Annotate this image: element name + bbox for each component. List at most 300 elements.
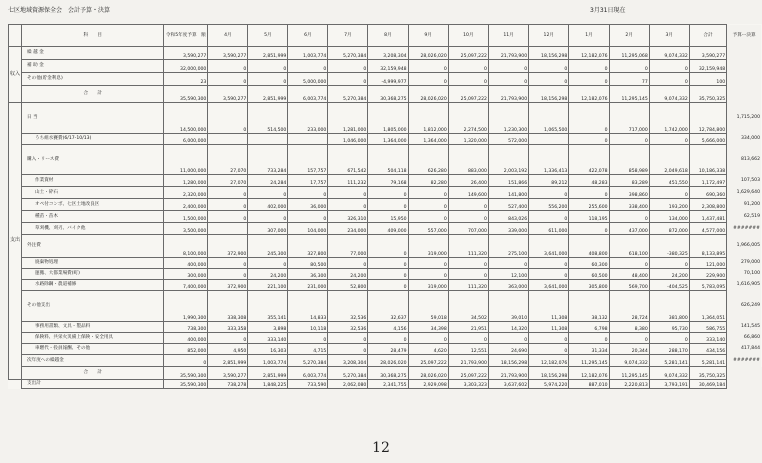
budget-diff-cell: 70,100	[727, 269, 762, 280]
value-cell: 1,320,000	[448, 134, 488, 145]
row-label: 繰 越 金	[22, 47, 164, 60]
value-cell: 0	[288, 187, 328, 199]
value-cell: 717,000	[609, 103, 649, 134]
value-cell: 626,280	[408, 145, 448, 175]
value-cell: 398,860	[609, 187, 649, 199]
value-cell: 77,000	[328, 235, 368, 258]
value-cell: 25,097,222	[448, 367, 488, 380]
value-cell: 26,400	[448, 175, 488, 187]
value-cell: 738,278	[208, 380, 248, 389]
budget-diff-cell: 1,629,640	[727, 187, 762, 199]
value-cell: 2,003,192	[488, 145, 528, 175]
table-row	[9, 134, 762, 145]
row-label: 廃棄物処理	[22, 258, 164, 269]
value-cell: 21,793,900	[488, 86, 528, 103]
value-cell: 0	[569, 134, 609, 145]
value-cell: 32,637	[368, 291, 408, 322]
value-cell: 80,500	[288, 258, 328, 269]
value-cell: 3,590,277	[208, 367, 248, 380]
value-cell: 0	[328, 344, 368, 355]
value-cell: 27,070	[208, 175, 248, 187]
value-cell: 0	[448, 60, 488, 73]
value-cell: 2,851,999	[248, 86, 288, 103]
value-cell: 1,281,000	[328, 103, 368, 134]
value-cell: 60,500	[569, 269, 609, 280]
section-header-cell	[9, 25, 22, 47]
value-cell: 9,074,332	[609, 355, 649, 367]
value-cell: 111,232	[328, 175, 368, 187]
value-cell: 6,003,774	[288, 86, 328, 103]
value-cell: 32,159,948	[368, 60, 408, 73]
value-cell: 30,368,275	[368, 367, 408, 380]
table-row	[9, 60, 762, 73]
value-cell: 339,000	[488, 223, 528, 235]
value-cell: 157,757	[288, 145, 328, 175]
value-cell: 0	[408, 211, 448, 223]
value-cell: 1,742,000	[649, 103, 689, 134]
value-cell: 24,690	[488, 344, 528, 355]
column-header: 1月	[569, 25, 609, 47]
value-cell: 35,590,300	[164, 380, 208, 389]
value-cell: 0	[368, 199, 408, 211]
value-cell: 0	[208, 258, 248, 269]
value-cell: 2,320,000	[164, 187, 208, 199]
value-cell: 0	[569, 333, 609, 344]
row-label: 車燃代・役員報酬、その他	[22, 344, 164, 355]
table-row	[9, 355, 762, 367]
value-cell: 1,812,000	[408, 103, 448, 134]
value-cell: 0	[328, 73, 368, 86]
value-cell: 2,400,000	[164, 199, 208, 211]
value-cell: 9,074,332	[649, 86, 689, 103]
table-row	[9, 86, 762, 103]
value-cell: 0	[448, 199, 488, 211]
table-row	[9, 269, 762, 280]
value-cell: 0	[248, 258, 288, 269]
value-cell: 1,437,481	[689, 211, 726, 223]
value-cell: 3,303,323	[448, 380, 488, 389]
table-row	[9, 322, 762, 333]
value-cell: 872,000	[649, 223, 689, 235]
value-cell: 48,400	[609, 269, 649, 280]
value-cell: 275,100	[488, 235, 528, 258]
value-cell: 6,798	[569, 322, 609, 333]
budget-diff-cell: 1,616,905	[727, 280, 762, 291]
value-cell: 27,070	[208, 145, 248, 175]
table-row	[9, 223, 762, 235]
value-cell: 2,851,999	[248, 367, 288, 380]
value-cell: 733,284	[248, 145, 288, 175]
value-cell: 288,170	[649, 344, 689, 355]
value-cell: 0	[529, 333, 569, 344]
value-cell: 3,208,304	[368, 47, 408, 60]
row-label: 支出計	[22, 380, 164, 389]
value-cell: -4,999,977	[368, 73, 408, 86]
table-row	[9, 280, 762, 291]
value-cell: 858,989	[609, 145, 649, 175]
value-cell: 618,100	[609, 235, 649, 258]
value-cell: 32,536	[328, 322, 368, 333]
value-cell: 104,000	[288, 223, 328, 235]
value-cell: 35,590,300	[164, 86, 208, 103]
value-cell: 14,500,000	[164, 103, 208, 134]
budget-diff-cell: #######	[727, 355, 762, 367]
value-cell: 437,000	[609, 223, 649, 235]
row-label: 種苗・苗木	[22, 211, 164, 223]
value-cell: 193,200	[649, 199, 689, 211]
value-cell: 0	[609, 134, 649, 145]
value-cell: 338,308	[208, 291, 248, 322]
value-cell: 118,195	[569, 211, 609, 223]
value-cell: 121,000	[689, 258, 726, 269]
value-cell: 0	[208, 333, 248, 344]
value-cell: 307,000	[248, 223, 288, 235]
value-cell: 134,000	[649, 211, 689, 223]
value-cell: 9,074,332	[649, 367, 689, 380]
value-cell: 149,600	[448, 187, 488, 199]
row-label: 事務用書類、文具・製品料	[22, 322, 164, 333]
budget-diff-cell: 107,503	[727, 175, 762, 187]
value-cell: 1,364,051	[689, 291, 726, 322]
value-cell	[208, 223, 248, 235]
value-cell: 0	[368, 187, 408, 199]
value-cell: 30,368,275	[368, 86, 408, 103]
value-cell: 7,400,000	[164, 280, 208, 291]
value-cell: 408,800	[569, 235, 609, 258]
value-cell: 707,000	[448, 223, 488, 235]
value-cell: 10,118	[288, 322, 328, 333]
value-cell: 300,000	[164, 269, 208, 280]
column-header: 7月	[328, 25, 368, 47]
value-cell: 5,270,384	[328, 47, 368, 60]
table-row	[9, 73, 762, 86]
value-cell: 0	[408, 187, 448, 199]
value-cell: 12,182,076	[569, 86, 609, 103]
value-cell: 18,156,298	[488, 355, 528, 367]
value-cell: 0	[248, 187, 288, 199]
value-cell: 4,950	[208, 344, 248, 355]
value-cell: 5,281,141	[689, 355, 726, 367]
budget-diff-cell	[727, 86, 762, 103]
value-cell: 32,000,000	[164, 60, 208, 73]
value-cell: 5,270,384	[288, 355, 328, 367]
value-cell: 4,156	[368, 322, 408, 333]
value-cell: 52,800	[328, 280, 368, 291]
value-cell: 0	[368, 235, 408, 258]
value-cell: 18,156,298	[529, 86, 569, 103]
value-cell: 2,062,080	[328, 380, 368, 389]
value-cell: 372,900	[208, 280, 248, 291]
value-cell: 21,793,900	[448, 355, 488, 367]
value-cell: 24,284	[248, 175, 288, 187]
value-cell: 1,280,000	[164, 175, 208, 187]
value-cell: 11,295,145	[609, 367, 649, 380]
value-cell: 20,344	[609, 344, 649, 355]
value-cell: 2,308,800	[689, 199, 726, 211]
value-cell: 0	[529, 187, 569, 199]
value-cell: 28,026,020	[408, 367, 448, 380]
value-cell: 82,280	[408, 175, 448, 187]
value-cell: 6,003,774	[288, 367, 328, 380]
row-label: 運搬、大都業場費(町)	[22, 269, 164, 280]
value-cell: 2,929,098	[408, 380, 448, 389]
value-cell: 333,358	[208, 322, 248, 333]
value-cell: 0	[488, 60, 528, 73]
value-cell: 21,951	[448, 322, 488, 333]
value-cell: 11,308	[529, 291, 569, 322]
column-header: 9月	[408, 25, 448, 47]
value-cell: 3,898	[248, 322, 288, 333]
value-cell: 5,783,095	[689, 280, 726, 291]
value-cell: 402,000	[248, 199, 288, 211]
value-cell: 0	[488, 258, 528, 269]
value-cell: 569,700	[609, 280, 649, 291]
table-row	[9, 145, 762, 175]
value-cell: 0	[208, 199, 248, 211]
value-cell: 25,097,222	[448, 47, 488, 60]
value-cell: 35,590,300	[164, 367, 208, 380]
value-cell: 504,118	[368, 145, 408, 175]
value-cell: -404,525	[649, 280, 689, 291]
value-cell: 36,300	[288, 269, 328, 280]
value-cell: 1,364,000	[408, 134, 448, 145]
table-row	[9, 367, 762, 380]
value-cell: 671,542	[328, 145, 368, 175]
value-cell: 3,500,000	[164, 223, 208, 235]
value-cell: 422,078	[569, 145, 609, 175]
value-cell: 738,300	[164, 322, 208, 333]
value-cell: 0	[288, 211, 328, 223]
value-cell: 5,270,384	[328, 86, 368, 103]
value-cell: 8,133,895	[689, 235, 726, 258]
column-header: 12月	[529, 25, 569, 47]
value-cell: 111,320	[448, 280, 488, 291]
value-cell: 0	[448, 269, 488, 280]
value-cell: 24,200	[248, 269, 288, 280]
column-header: 2月	[609, 25, 649, 47]
value-cell: 0	[649, 134, 689, 145]
value-cell: 24,200	[328, 269, 368, 280]
budget-diff-cell	[727, 73, 762, 86]
page-number: 12	[372, 440, 390, 456]
column-header: 8月	[368, 25, 408, 47]
column-header: 合計	[689, 25, 726, 47]
row-label: 合 計	[22, 367, 164, 380]
value-cell: 0	[529, 258, 569, 269]
budget-diff-cell: 141,545	[727, 322, 762, 333]
value-cell: 11,295,145	[569, 355, 609, 367]
value-cell: 3,641,000	[529, 235, 569, 258]
value-cell: 3,637,602	[488, 380, 528, 389]
value-cell: 2,049,618	[649, 145, 689, 175]
value-cell: 0	[529, 269, 569, 280]
value-cell: 0	[569, 103, 609, 134]
value-cell: 338,400	[609, 199, 649, 211]
value-cell: 24,200	[649, 269, 689, 280]
row-label: その他(貯金利息)	[22, 73, 164, 86]
value-cell: 0	[328, 199, 368, 211]
column-header: 5月	[248, 25, 288, 47]
section-label-income: 収入	[9, 47, 22, 103]
value-cell: 77	[609, 73, 649, 86]
value-cell: 372,900	[208, 235, 248, 258]
value-cell: 572,000	[488, 134, 528, 145]
table-row	[9, 103, 762, 134]
value-cell: 25,097,222	[448, 86, 488, 103]
value-cell: 95,730	[649, 322, 689, 333]
value-cell: 35,750,325	[689, 367, 726, 380]
value-cell: 355,141	[248, 291, 288, 322]
value-cell: 0	[569, 60, 609, 73]
value-cell: 434,156	[689, 344, 726, 355]
value-cell: 333,140	[248, 333, 288, 344]
value-cell: 2,220,813	[609, 380, 649, 389]
table-row	[9, 344, 762, 355]
value-cell: 319,000	[408, 235, 448, 258]
value-cell: 305,800	[569, 280, 609, 291]
value-cell: 0	[164, 355, 208, 367]
value-cell: 0	[368, 258, 408, 269]
row-label: 合 計	[22, 86, 164, 103]
value-cell: 2,341,755	[368, 380, 408, 389]
value-cell: 1,230,300	[488, 103, 528, 134]
value-cell: 60,300	[569, 258, 609, 269]
value-cell: 11,000,000	[164, 145, 208, 175]
value-cell: 12,551	[448, 344, 488, 355]
value-cell: 0	[529, 211, 569, 223]
budget-diff-cell: 417,844	[727, 344, 762, 355]
value-cell: 79,168	[368, 175, 408, 187]
value-cell: 5,270,384	[328, 367, 368, 380]
report-date: 3月31日現在	[590, 7, 626, 14]
budget-diff-cell	[727, 60, 762, 73]
budget-diff-cell: 62,519	[727, 211, 762, 223]
value-cell: 2,851,999	[208, 355, 248, 367]
value-cell: 0	[569, 73, 609, 86]
value-cell: 0	[448, 211, 488, 223]
value-cell: 0	[649, 258, 689, 269]
row-label: 外注費	[22, 235, 164, 258]
value-cell: 0	[448, 258, 488, 269]
value-cell: 0	[248, 60, 288, 73]
value-cell: 38,132	[569, 291, 609, 322]
value-cell: 1,805,000	[368, 103, 408, 134]
value-cell: 15,950	[368, 211, 408, 223]
value-cell: 0	[569, 223, 609, 235]
value-cell: 39,010	[488, 291, 528, 322]
budget-settlement-table	[8, 24, 762, 389]
value-cell: 10,186,338	[689, 145, 726, 175]
value-cell: 0	[248, 211, 288, 223]
value-cell: 231,000	[288, 280, 328, 291]
value-cell: 0	[448, 73, 488, 86]
budget-diff-cell	[727, 367, 762, 380]
value-cell: 3,590,277	[164, 47, 208, 60]
value-cell: 0	[569, 187, 609, 199]
value-cell: 2,274,500	[448, 103, 488, 134]
budget-diff-cell: 626,249	[727, 291, 762, 322]
value-cell: 333,140	[689, 333, 726, 344]
value-cell: 2,851,999	[248, 47, 288, 60]
value-cell: 5,666,000	[689, 134, 726, 145]
column-header: 6月	[288, 25, 328, 47]
value-cell: 12,182,076	[529, 355, 569, 367]
value-cell	[248, 134, 288, 145]
value-cell: 31,334	[569, 344, 609, 355]
value-cell: 381,800	[649, 291, 689, 322]
value-cell: 221,100	[248, 280, 288, 291]
value-cell: 887,010	[569, 380, 609, 389]
value-cell: 111,320	[448, 235, 488, 258]
value-cell: 34,398	[408, 322, 448, 333]
value-cell: 400,000	[164, 258, 208, 269]
value-cell: 25,097,222	[408, 355, 448, 367]
value-cell: 151,866	[488, 175, 528, 187]
table-row	[9, 235, 762, 258]
value-cell: 0	[609, 258, 649, 269]
value-cell: 14,833	[288, 291, 328, 322]
value-cell: 1,003,774	[288, 47, 328, 60]
value-cell: 5,000,000	[288, 73, 328, 86]
table-row	[9, 380, 762, 389]
value-cell: 21,793,900	[488, 47, 528, 60]
budget-diff-cell: 91,200	[727, 199, 762, 211]
value-cell: 18,156,298	[529, 47, 569, 60]
value-cell: 3,641,000	[529, 280, 569, 291]
value-cell: 0	[408, 269, 448, 280]
value-cell: 451,550	[649, 175, 689, 187]
table-row	[9, 175, 762, 187]
value-cell: 233,000	[288, 103, 328, 134]
value-cell: 5,281,141	[649, 355, 689, 367]
value-cell: 1,046,000	[328, 134, 368, 145]
value-cell: 0	[649, 187, 689, 199]
value-cell: 0	[408, 60, 448, 73]
value-cell: 0	[208, 103, 248, 134]
value-cell: 0	[208, 60, 248, 73]
table-row	[9, 187, 762, 199]
value-cell: 34,502	[448, 291, 488, 322]
value-cell: 28,026,020	[368, 355, 408, 367]
value-cell: -380,325	[649, 235, 689, 258]
value-cell: 0	[288, 60, 328, 73]
value-cell: 326,310	[328, 211, 368, 223]
table-row	[9, 211, 762, 223]
value-cell: 0	[529, 60, 569, 73]
section-label-expense: 支出	[9, 103, 22, 380]
budget-diff-cell	[727, 47, 762, 60]
value-cell: 229,900	[689, 269, 726, 280]
value-cell: 556,200	[529, 199, 569, 211]
value-cell: 0	[328, 187, 368, 199]
value-cell: 141,800	[488, 187, 528, 199]
value-cell: 3,590,277	[208, 86, 248, 103]
value-cell: 28,479	[368, 344, 408, 355]
table-row	[9, 291, 762, 322]
value-cell: 17,757	[288, 175, 328, 187]
value-cell: 16,303	[248, 344, 288, 355]
value-cell: 0	[488, 73, 528, 86]
value-cell: 12,100	[488, 269, 528, 280]
budget-diff-cell: 1,715,200	[727, 103, 762, 134]
value-cell: 0	[649, 73, 689, 86]
value-cell: 0	[208, 269, 248, 280]
column-header: 4月	[208, 25, 248, 47]
value-cell: 18,156,298	[529, 367, 569, 380]
value-cell: 6,000,000	[164, 134, 208, 145]
value-cell: 0	[288, 333, 328, 344]
table-row	[9, 47, 762, 60]
